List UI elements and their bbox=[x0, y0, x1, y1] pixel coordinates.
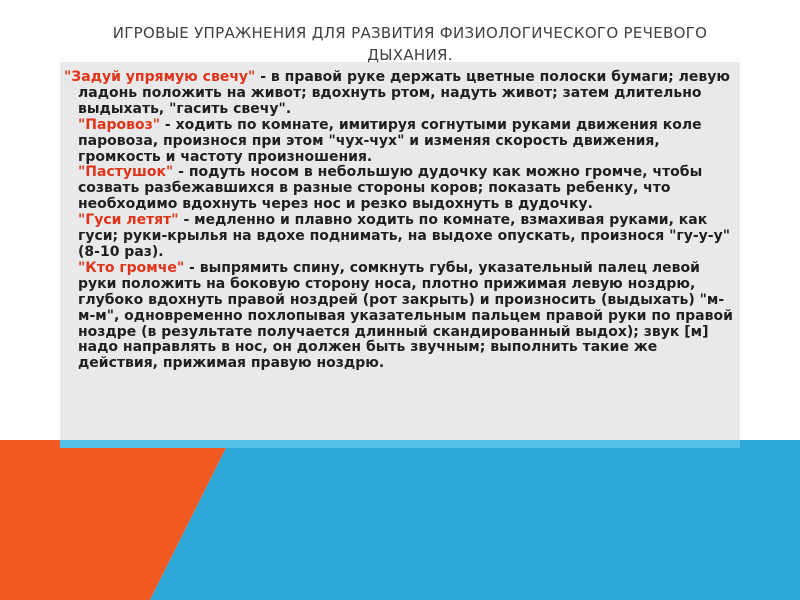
exercise-description: - в правой руке держать цветные полоски бумаги; левую ладонь положить на живот; вдохнуть ртом, надуть живот; затем длительно выдыхать, "гасить свечу". bbox=[78, 69, 730, 117]
slide-title: ИГРОВЫЕ УПРАЖНЕНИЯ ДЛЯ РАЗВИТИЯ ФИЗИОЛОГИЧЕСКОГО РЕЧЕВОГО ДЫХАНИЯ. bbox=[112, 24, 708, 64]
exercise-name: "Гуси летят" bbox=[78, 212, 179, 229]
exercise-name: "Кто громче" bbox=[78, 259, 185, 276]
blue-trapezoid bbox=[150, 440, 800, 600]
exercise-paragraph-2 bbox=[64, 118, 734, 166]
exercise-description: - выпрямить спину, сомкнуть губы, указательный палец левой руки положить на боковую сторону носа, плотно прижимая левую ноздрю, глубоко вдохнуть правой ноздрей (рот закрыть) и произносить (выдыхать) "м-м-м", одновременно похлопывая указательным пальцем правой руки по правой ноздре (в результате получается длинный скандированный выдох); звук [м] надо направлять в нос, он должен быть звучным; выполнить такие же действия, прижимая правую ноздрю. bbox=[78, 259, 733, 372]
exercise-name: "Паровоз" bbox=[78, 116, 161, 133]
exercise-description: - медленно и плавно ходить по комнате, взмахивая руками, как гуси; руки-крылья на вдохе поднимать, на выдохе опускать, произнося "гу-у-у" (8-10 раз). bbox=[78, 212, 731, 260]
exercise-description: - ходить по комнате, имитируя согнутыми руками движения коле паровоза, произнося при этом "чух-чух" и изменяя скорость движения, громкость и частоту произношения. bbox=[78, 116, 702, 165]
exercise-name: "Задуй упрямую свечу" bbox=[64, 69, 256, 85]
slide-body bbox=[64, 70, 734, 372]
light-blue-band bbox=[60, 440, 740, 448]
exercise-paragraph-1 bbox=[64, 70, 734, 118]
exercise-paragraph-3 bbox=[64, 165, 734, 213]
exercise-description: - подуть носом в небольшую дудочку как можно громче, чтобы созвать разбежавшихся в разные стороны коров; показать ребенку, что необходимо вдохнуть через нос и резко выдохнуть в дудочку. bbox=[78, 164, 703, 213]
exercise-paragraph-5 bbox=[64, 261, 734, 372]
exercise-name: "Пастушок" bbox=[78, 164, 174, 181]
exercise-paragraph-4 bbox=[64, 213, 734, 261]
